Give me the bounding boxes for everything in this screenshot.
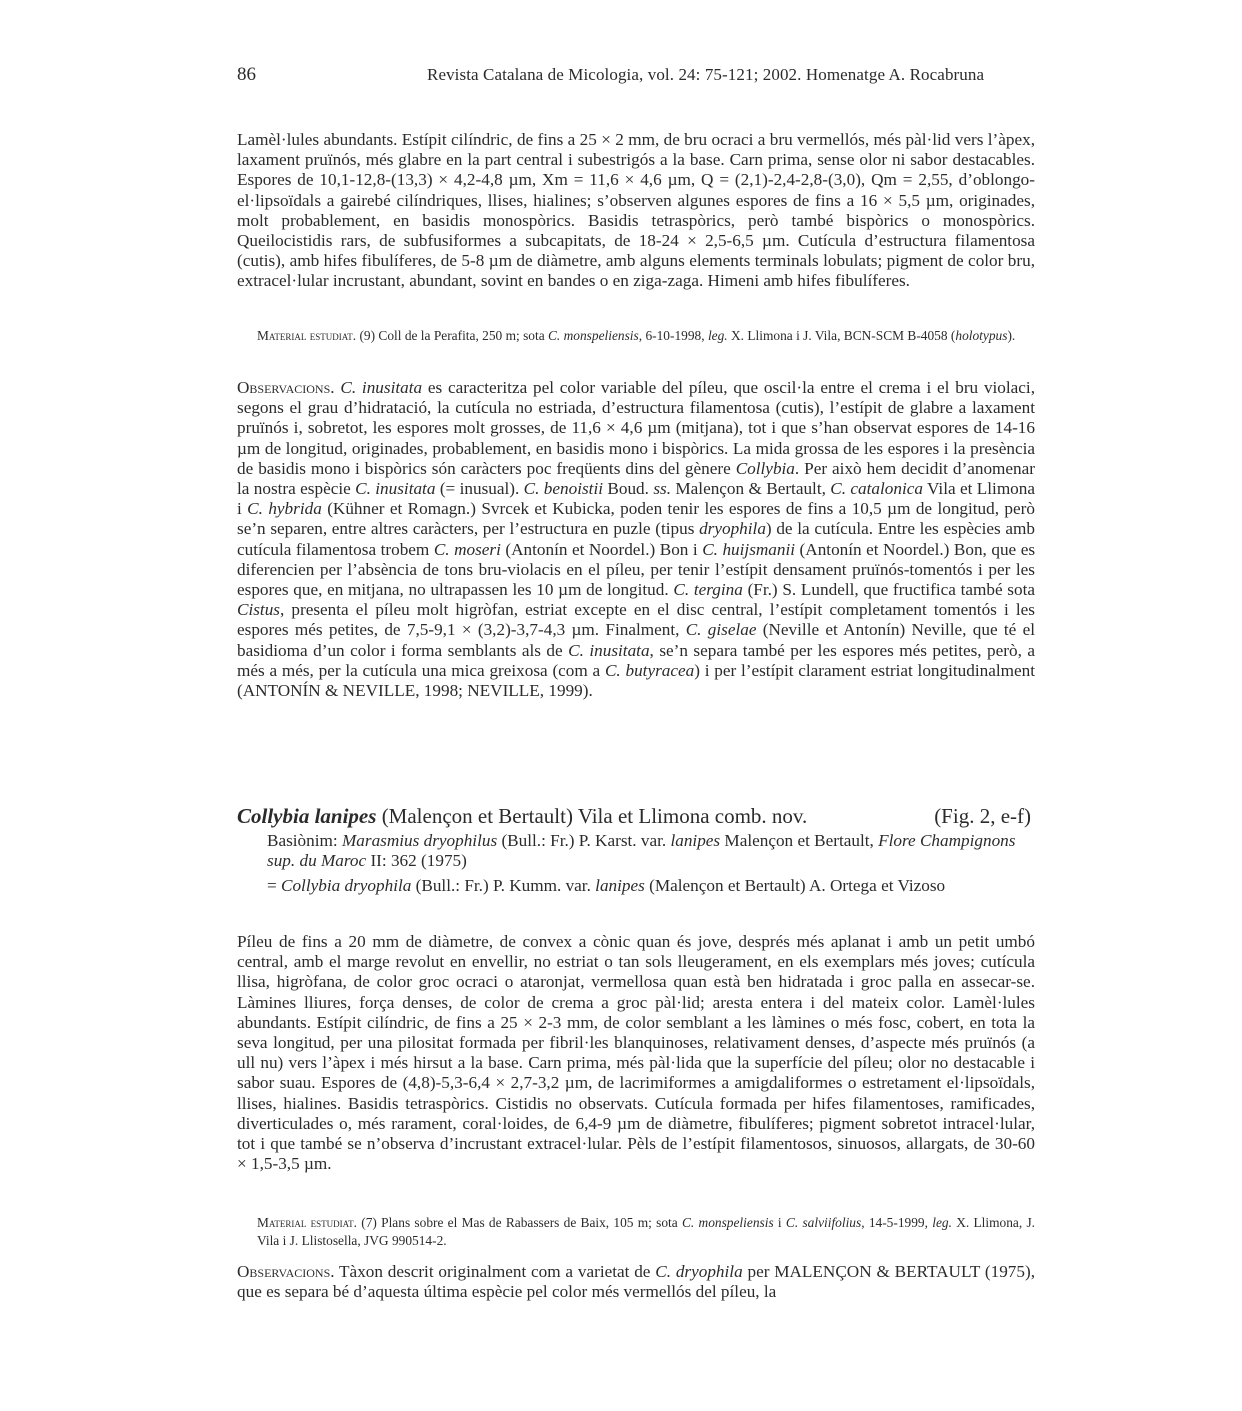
figure-reference: (Fig. 2, e-f) — [934, 804, 1031, 828]
observations-text: Malençon & Bertault, — [671, 479, 831, 499]
observations-text: ) i per l’estípit clarament estriat longitudinalment (ANTONÍN & NEVILLE, 1998; NEVILLE, 1999). — [237, 660, 1035, 701]
work-title: Flore Champignons sup. du Maroc — [267, 831, 1016, 870]
material-studied-2 — [257, 1214, 1035, 1250]
synonym-text: II: 362 (1975) — [366, 851, 467, 870]
taxon-name: C. tergina — [673, 580, 743, 600]
taxon-name: Collybia — [735, 458, 795, 478]
material-studied-1 — [257, 327, 1035, 345]
observations-text: , presenta el píleu molt higròfan, estriat excepte en el disc central, l’estípit completament tomentós i les espores més petites, de 7,5-9,1 × (3,2)-3,7-4,3 µm. Finalment, — [237, 600, 1035, 640]
synonym-prefix: Basiònim: — [267, 831, 342, 850]
taxon-name: C. monspeliensis — [547, 328, 639, 343]
material-text: X. Llimona i J. Vila, BCN-SCM B-4058 ( — [727, 328, 956, 343]
material-text: , 14-5-1999, — [861, 1215, 933, 1230]
observations-text: (Antonín et Noordel.) Bon i — [500, 539, 703, 559]
taxon-name: C. huijsmanii — [702, 539, 796, 559]
synonym-text: Malençon et Bertault, — [720, 831, 879, 850]
taxon-name: C. catalonica — [830, 479, 923, 499]
taxon-name: C. salviifolius — [785, 1215, 862, 1230]
material-label: Material estudiat. — [257, 1215, 358, 1230]
page-header — [237, 64, 1037, 88]
synonym-2 — [267, 876, 1035, 896]
synonym-basionym — [267, 831, 1035, 871]
observations-text: (Antonín et Noordel.) Bon, que es diferencien per l’absència de tons bru-violacis en el píleu, per tenir l’estípit densament pruïnós-tomentós i per les espores que, en mitjana, no ultrapassen les 10 µm de longitud. — [237, 539, 1036, 600]
observations-text: (= inusual). — [435, 479, 524, 499]
variety-name: lanipes — [595, 876, 645, 895]
observations-body — [237, 378, 1035, 700]
leg-abbrev: leg. — [707, 328, 728, 343]
observations-label: Observacions. — [237, 378, 335, 397]
species-name: Collybia lanipes — [237, 804, 377, 828]
holotype-label: holotypus — [955, 328, 1008, 343]
material-text: , 6-10-1998, — [638, 328, 708, 343]
material-text: (7) Plans sobre el Mas de Rabassers de Baix, 105 m; sota — [357, 1215, 682, 1230]
material-text: (9) Coll de la Perafita, 250 m; sota — [356, 328, 548, 343]
species-heading — [237, 804, 1035, 829]
taxon-name: C. benoistii — [523, 479, 604, 499]
observations-text: (Fr.) S. Lundell, que fructifica també sota — [742, 580, 1035, 600]
taxon-name: C. inusitata — [340, 378, 423, 397]
taxon-name: Marasmius dryophilus — [341, 831, 498, 850]
taxon-name: C. monspeliensis — [681, 1215, 774, 1230]
material-text: i — [773, 1215, 786, 1230]
variety-name: lanipes — [670, 831, 721, 850]
material-label: Material estudiat. — [257, 328, 357, 343]
observations-text: es caracteritza pel color variable del píleu, que oscil·la entre el crema i el bru violaci, segons el grau d’hidratació, la cutícula no estriada, d’estructura filamentosa (cutis), l’estípit de glabre a laxament pruïnós i, sobretot, les espores molt grosses, de 11,6 × 4,6 µm (mitjana), tot i que s’han observat espores de 14-16 µm de longitud, originades, probablement, en basidis mono i bispòrics. La mida grossa de les espores i la presència de basidis mono i bispòrics són caràcters poc freqüents dins del gènere — [237, 378, 1036, 478]
synonym-text: (Bull.: Fr.) P. Karst. var. — [497, 831, 671, 850]
synonym-prefix: = — [267, 876, 281, 895]
observations-text: Tàxon descrit originalment com a varietat de — [334, 1262, 656, 1281]
taxon-name: C. giselae — [685, 620, 757, 640]
taxon-name: Cistus — [237, 600, 280, 620]
synonym-text: (Bull.: Fr.) P. Kumm. var. — [411, 876, 596, 895]
taxon-name: Collybia dryophila — [281, 876, 412, 895]
observations-text: Vila et Llimona i — [237, 479, 1036, 519]
observations-text: . Per això hem decidit d’anomenar la nostra espècie — [237, 458, 1035, 499]
taxon-name: C. dryophila — [655, 1262, 743, 1281]
observations-text: Boud. — [603, 479, 654, 499]
description-paragraph-1: Lamèl·lules abundants. Estípit cilíndric, de fins a 25 × 2 mm, de bru ocraci a bru vermellós, més pàl·lid vers l’àpex, laxament pruïnós, més glabre en la part central i subestrigós a la base. Carn prima, sense olor ni sabor destacables. Espores de 10,1-12,8-(13,3) × 4,2-4,8 µm, Xm = 11,6 × 4,6 µm, Q = (2,1)-2,4-2,8-(3,0), Qm = 2,55, d’oblongo-el·lipsoïdals a gairebé cilíndriques, llises, hialines; s’observen algunes espores de fins a 16 × 5,5 µm, originades, molt probablement, en basidis monospòrics. Basidis tetraspòrics, però també bispòrics o monospòrics. Queilocistidis rars, de subfusiformes a subcapitats, de 18-24 × 2,5-6,5 µm. Cutícula d’estructura filamentosa (cutis), amb hifes fibulíferes, de 5-8 µm de diàmetre, amb alguns elements terminals lobulats; pigment de color bru, extracel·lular incrustant, abundant, sovint en bandes o en ziga-zaga. Himeni amb hifes fibulíferes. — [237, 130, 1035, 291]
observations-text: (Kühner et Romagn.) Svrcek et Kubicka, poden tenir les espores de fins a 10,5 µm de longitud, però se’n separen, entre altres caràcters, per l’estructura en puzle (tipus — [237, 499, 1035, 539]
taxon-name: C. inusitata — [568, 640, 650, 660]
leg-abbrev: leg. — [932, 1215, 952, 1230]
page-number: 86 — [237, 64, 256, 85]
observations-paragraph-1 — [237, 378, 1035, 701]
taxon-name: C. inusitata — [355, 479, 436, 499]
taxon-name: dryophila — [699, 519, 766, 539]
taxon-name: C. moseri — [433, 539, 501, 559]
observations-label: Observacions. — [237, 1262, 335, 1281]
observations-paragraph-2 — [237, 1262, 1035, 1302]
observations-text: , se’n separa també per les espores més petites, però, a més a més, per la cutícula una mica greixosa (com a — [237, 640, 1036, 680]
material-text: ). — [1007, 328, 1016, 343]
taxon-name: C. hybrida — [247, 499, 322, 519]
synonym-text: (Malençon et Bertault) A. Ortega et Vizoso — [644, 876, 946, 895]
observations-text: ) de la cutícula. Entre les espècies amb cutícula filamentosa trobem — [237, 519, 1035, 559]
observations-text: per MALENÇON & BERTAULT (1975), que es separa bé d’aquesta última espècie pel color més vermellós del píleu, la — [237, 1262, 1035, 1302]
taxon-name: ss. — [653, 479, 672, 499]
material-text: X. Llimona, J. Vila i J. Llistosella, JVG 990514-2. — [257, 1215, 1036, 1248]
description-paragraph-2: Píleu de fins a 20 mm de diàmetre, de convex a cònic quan és jove, després més aplanat i amb un petit umbó central, amb el marge revolut en envellir, no estriat o tan sols lleugerament, en els exemplars més joves; cutícula llisa, higròfana, de color groc ocraci o ataronjat, vermellosa quan està ben hidratada i groc palla en assecar-se. Làmines lliures, força denses, de color de crema a groc pàl·lid; aresta entera i del mateix color. Lamèl·lules abundants. Estípit cilíndric, de fins a 25 × 2-3 mm, de color semblant a les làmines o més fosc, cobert, en tota la seva longitud, per una pilositat formada per fibril·les blanquinoses, relativament denses, d’aspecte més pruïnós (a ull nu) vers l’àpex i més hirsut a la base. Carn prima, més pàl·lida que la superfície del píleu; olor no destacable i sabor suau. Espores de (4,8)-5,3-6,4 × 2,7-3,2 µm, de lacrimiformes a amigdaliformes o estretament el·lipsoïdals, llises, hialines. Basidis tetraspòrics. Cistidis no observats. Cutícula formada per hifes filamentoses, ramificades, diverticulades o, més rarament, coral·loides, de 6,4-9 µm de diàmetre, fibulíferes; pigment sobretot intracel·lular, tot i que també se n’observa d’incrustant extracel·lular. Pèls de l’estípit filamentosos, sinuosos, allargats, de 30-60 × 1,5-3,5 µm. — [237, 932, 1035, 1174]
species-authors: (Malençon et Bertault) Vila et Llimona comb. nov. — [376, 804, 808, 828]
running-head: Revista Catalana de Micologia, vol. 24: 75-121; 2002. Homenatge A. Rocabruna — [427, 65, 985, 84]
observations-text: (Neville et Antonín) Neville, que té el basidioma d’un color i forma semblants als de — [237, 620, 1035, 660]
taxon-name: C. butyracea — [604, 660, 695, 680]
